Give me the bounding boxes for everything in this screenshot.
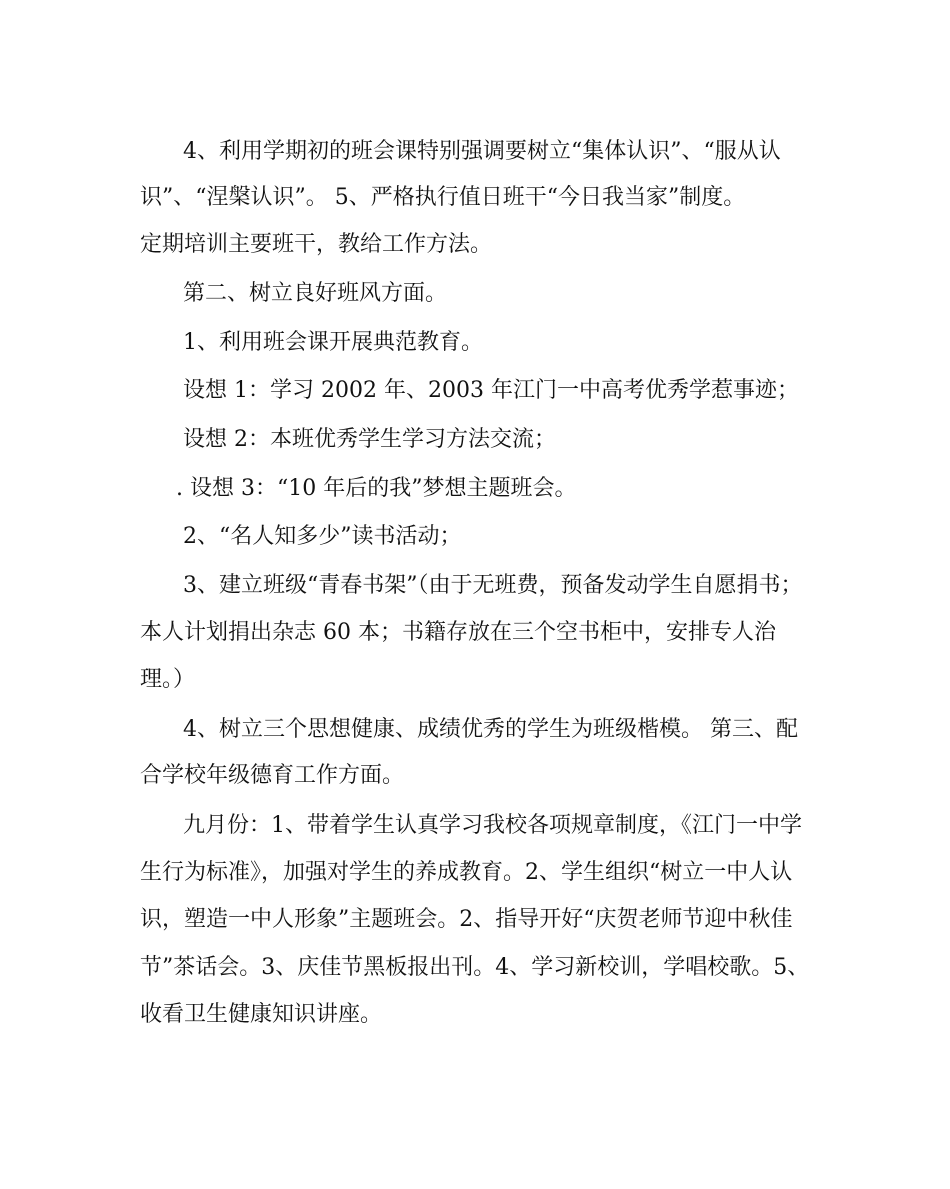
text-line: 本人计划捐出杂志 60 本；书籍存放在三个空书柜中，安排专人治 [140,620,776,645]
text-line: 收看卫生健康知识讲座。 [140,1002,383,1027]
text-line: 合学校年级德育工作方面。 [140,763,405,788]
text-line: 九月份：1、带着学生认真学习我校各项规章制度，《江门一中学 [183,813,802,838]
text-line: 节”茶话会。3、庆佳节黑板报出刊。4、学习新校训，学唱校歌。5、 [140,955,810,980]
text-line: 识，塑造一中人形象”主题班会。2、指导开好“庆贺老师节迎中秋佳 [140,907,793,932]
text-line: 1、利用班会课开展典范教育。 [183,330,483,355]
text-line: 理。） [140,667,196,692]
text-line: . 设想 3：“10 年后的我”梦想主题班会。 [176,476,577,501]
text-line: 设想 2：本班优秀学生学习方法交流； [183,427,556,452]
text-line: 生行为标准》，加强对学生的养成教育。2、学生组织“树立一中人认 [140,860,793,885]
text-line: 识”、“涅槃认识”。 5、严格执行值日班干“今日我当家”制度。 [140,185,746,210]
text-line: 第二、树立良好班风方面。 [183,281,448,306]
text-line: 定期培训主要班干，教给工作方法。 [140,232,493,257]
text-line: 4、树立三个思想健康、成绩优秀的学生为班级楷模。 第三、配 [183,717,798,742]
text-line: 2、“名人知多少”读书活动； [183,524,462,549]
text-line: 3、建立班级“青春书架”（由于无班费，预备发动学生自愿捐书； [183,573,803,598]
text-line: 4、利用学期初的班会课特别强调要树立“集体认识”、“服从认 [183,139,781,164]
text-line: 设想 1：学习 2002 年、2003 年江门一中高考优秀学惹事迹； [183,378,799,403]
